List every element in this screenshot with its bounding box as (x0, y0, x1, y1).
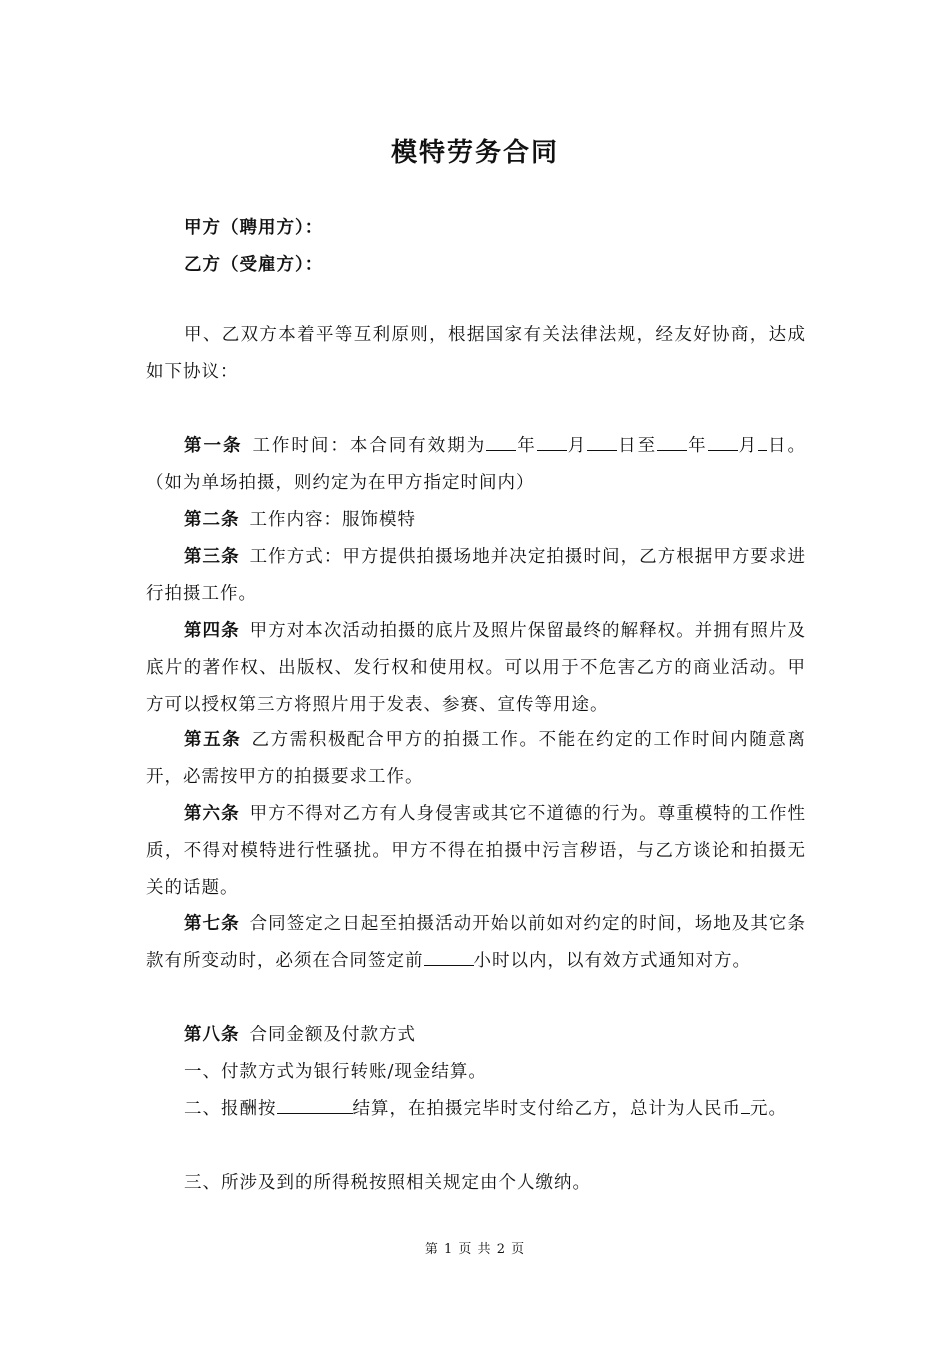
page-footer: 第 1 页 共 2 页 (424, 1242, 526, 1257)
blank-amount (741, 1095, 750, 1114)
article-2-text: 工作内容：服饰模特 (249, 510, 416, 530)
article-5-label: 第五条 (184, 730, 242, 750)
year-label: 年 (516, 436, 537, 456)
article-7-label: 第七条 (184, 914, 240, 934)
document-title: 模特劳务合同 (390, 138, 559, 168)
month-label: 月 (566, 436, 588, 456)
article-1-text: 工作时间：本合同有效期为 (252, 436, 487, 456)
article-4-label: 第四条 (184, 621, 240, 641)
article-3 (146, 539, 806, 613)
blank-year-end (657, 432, 687, 451)
article-8-label: 第八条 (184, 1025, 240, 1045)
item-2-text-2: 结算，在拍摄完毕时支付给乙方，总计为人民币 (352, 1099, 741, 1119)
article-7 (146, 906, 806, 980)
article-8-item-3: 三、所涉及到的所得税按照相关规定由个人缴纳。 (184, 1173, 591, 1193)
article-6 (146, 796, 806, 907)
blank-hours (424, 947, 474, 966)
article-3-text: 工作方式：甲方提供拍摄场地并决定拍摄时间，乙方根据甲方要求进行拍摄工作。 (146, 547, 806, 604)
blank-day-start (587, 432, 617, 451)
blank-month-start (537, 432, 567, 451)
article-1-label: 第一条 (184, 436, 243, 456)
article-8-item-1: 一、付款方式为银行转账/现金结算。 (184, 1062, 487, 1082)
blank-year-start (486, 432, 516, 451)
article-7-text-2: 小时以内，以有效方式通知对方。 (473, 951, 751, 971)
article-4-text: 甲方对本次活动拍摄的底片及照片保留最终的解释权。并拥有照片及底片的著作权、出版权、发行权和使用权。可以用于不危害乙方的商业活动。甲方可以授权第三方将照片用于发表、参赛、宣传等用途。 (146, 621, 806, 715)
preamble: 甲、乙双方本着平等互利原则，根据国家有关法律法规，经友好协商，达成如下协议： (146, 325, 806, 382)
article-8 (146, 1017, 806, 1054)
article-7-text: 合同签定之日起至拍摄活动开始以前如对约定的时间，场地及其它条款有所变动时，必须在合同签定前 (146, 914, 806, 971)
year-end-label: 年 (687, 436, 708, 456)
article-1-tail: 日。（如为单场拍摄，则约定为在甲方指定时间内） (146, 436, 807, 493)
article-2-label: 第二条 (184, 510, 240, 530)
article-6-text: 甲方不得对乙方有人身侵害或其它不道德的行为。尊重模特的工作性质，不得对模特进行性骚扰。甲方不得在拍摄中污言秽语，与乙方谈论和拍摄无关的话题。 (146, 804, 806, 898)
party-b-label: 乙方（受雇方）： (184, 255, 324, 275)
blank-day-end (758, 432, 767, 451)
day-to-label: 日至 (617, 436, 658, 456)
item-2-text: 二、报酬按 (184, 1099, 277, 1119)
article-8-text: 合同金额及付款方式 (249, 1025, 416, 1045)
blank-payment-basis (277, 1095, 353, 1114)
article-6-label: 第六条 (184, 804, 240, 824)
item-2-text-3: 元。 (750, 1099, 787, 1119)
blank-month-end (708, 432, 738, 451)
article-8-item-2 (146, 1091, 806, 1128)
article-5-text: 乙方需积极配合甲方的拍摄工作。不能在约定的工作时间内随意离开，必需按甲方的拍摄要求工作。 (146, 730, 806, 787)
article-5 (146, 722, 806, 796)
month-end-label: 月 (737, 436, 759, 456)
article-2 (146, 502, 806, 539)
article-3-label: 第三条 (184, 547, 240, 567)
article-4 (146, 613, 806, 724)
article-1 (146, 428, 806, 502)
party-a-label: 甲方（聘用方）： (184, 218, 324, 238)
